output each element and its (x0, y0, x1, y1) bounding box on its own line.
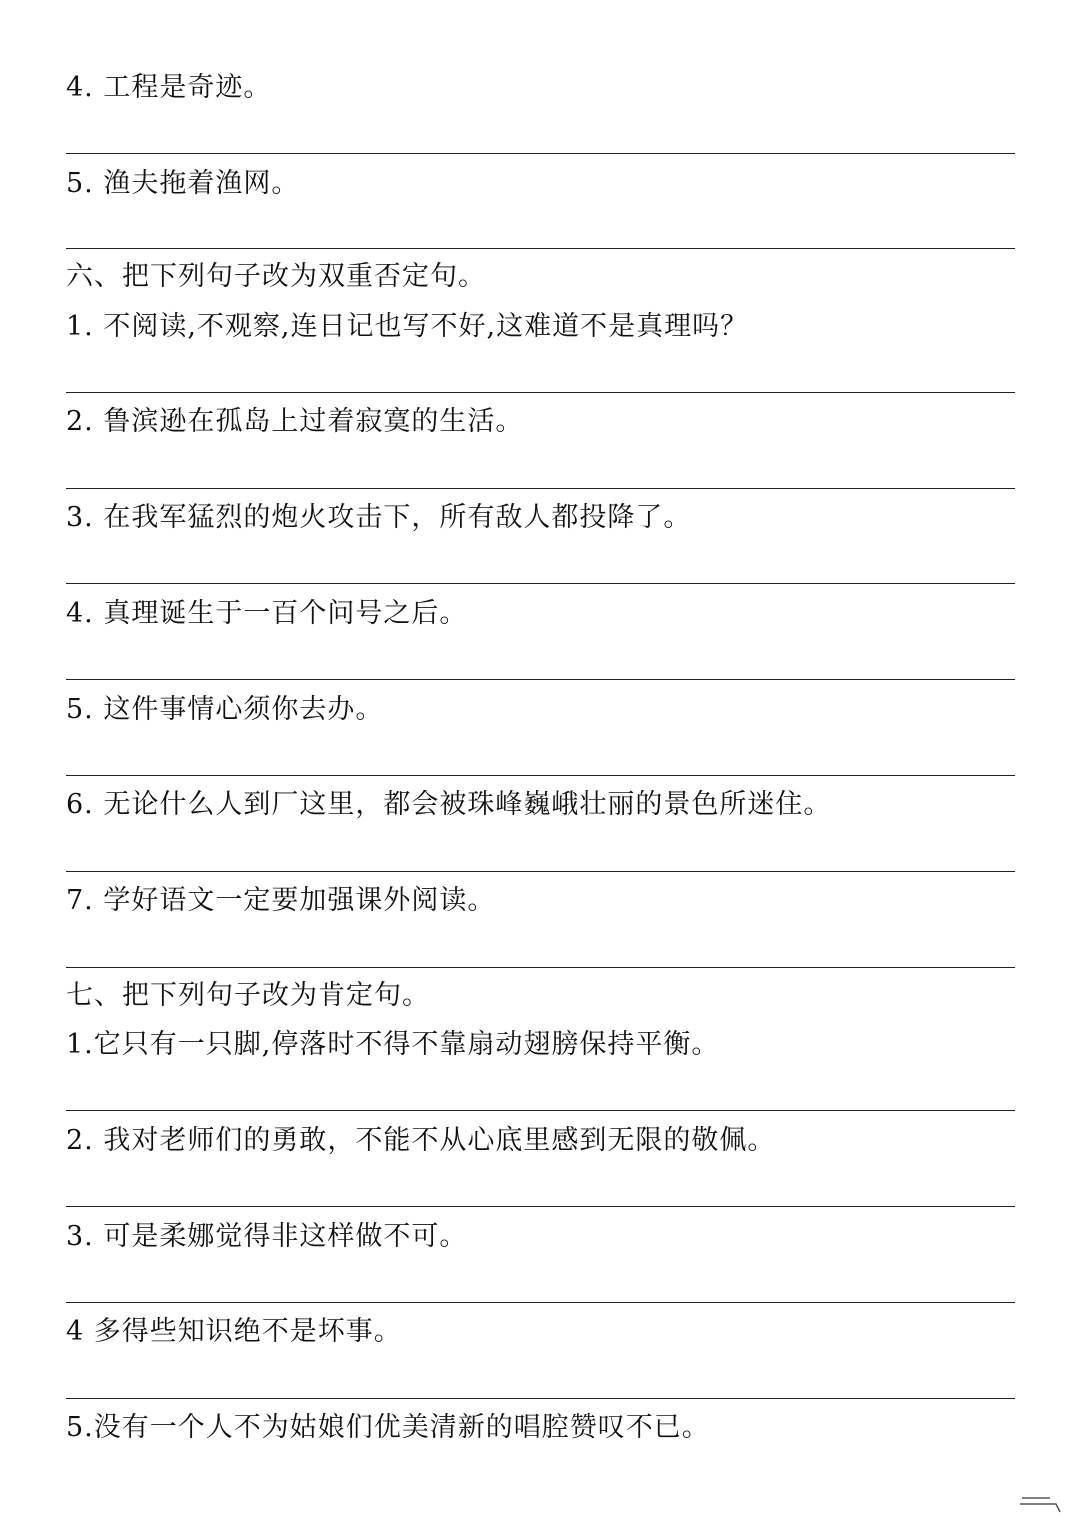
answer-line (66, 153, 1015, 154)
question-text: 1.它只有一只脚,停落时不得不靠扇动翅膀保持平衡。 (66, 1029, 720, 1060)
corner-mark-icon (1016, 1492, 1062, 1514)
question-text: 3. 在我军猛烈的炮火攻击下，所有敌人都投降了。 (66, 502, 692, 533)
answer-line (66, 488, 1015, 489)
answer-line (66, 871, 1015, 872)
question-text: 4. 真理诞生于一百个问号之后。 (66, 598, 468, 629)
answer-line (66, 392, 1015, 393)
question-text: 4. 工程是奇迹。 (66, 72, 272, 103)
answer-line (66, 1398, 1015, 1399)
question-text: 5. 渔夫拖着渔网。 (66, 168, 300, 199)
answer-line (66, 1206, 1015, 1207)
question-text: 5. 这件事情心须你去办。 (66, 694, 384, 725)
answer-line (66, 967, 1015, 968)
question-text: 4 多得些知识绝不是坏事。 (66, 1316, 402, 1347)
answer-line (66, 1110, 1015, 1111)
section-heading: 七、把下列句子改为肯定句。 (66, 980, 430, 1011)
answer-line (66, 679, 1015, 680)
answer-line (66, 775, 1015, 776)
question-text: 2. 我对老师们的勇敢，不能不从心底里感到无限的敬佩。 (66, 1125, 776, 1156)
question-text: 3. 可是柔娜觉得非这样做不可。 (66, 1221, 468, 1252)
question-text: 1. 不阅读,不观察,连日记也写不好,这难道不是真理吗？ (66, 311, 749, 342)
section-heading: 六、把下列句子改为双重否定句。 (66, 261, 486, 292)
question-text: 5.没有一个人不为姑娘们优美清新的唱腔赞叹不已。 (66, 1412, 710, 1443)
question-text: 2. 鲁滨逊在孤岛上过着寂寞的生活。 (66, 406, 524, 437)
question-text: 7. 学好语文一定要加强课外阅读。 (66, 885, 496, 916)
answer-line (66, 583, 1015, 584)
question-text: 6. 无论什么人到厂这里，都会被珠峰巍峨壮丽的景色所迷住。 (66, 789, 832, 820)
answer-line (66, 248, 1015, 249)
answer-line (66, 1302, 1015, 1303)
